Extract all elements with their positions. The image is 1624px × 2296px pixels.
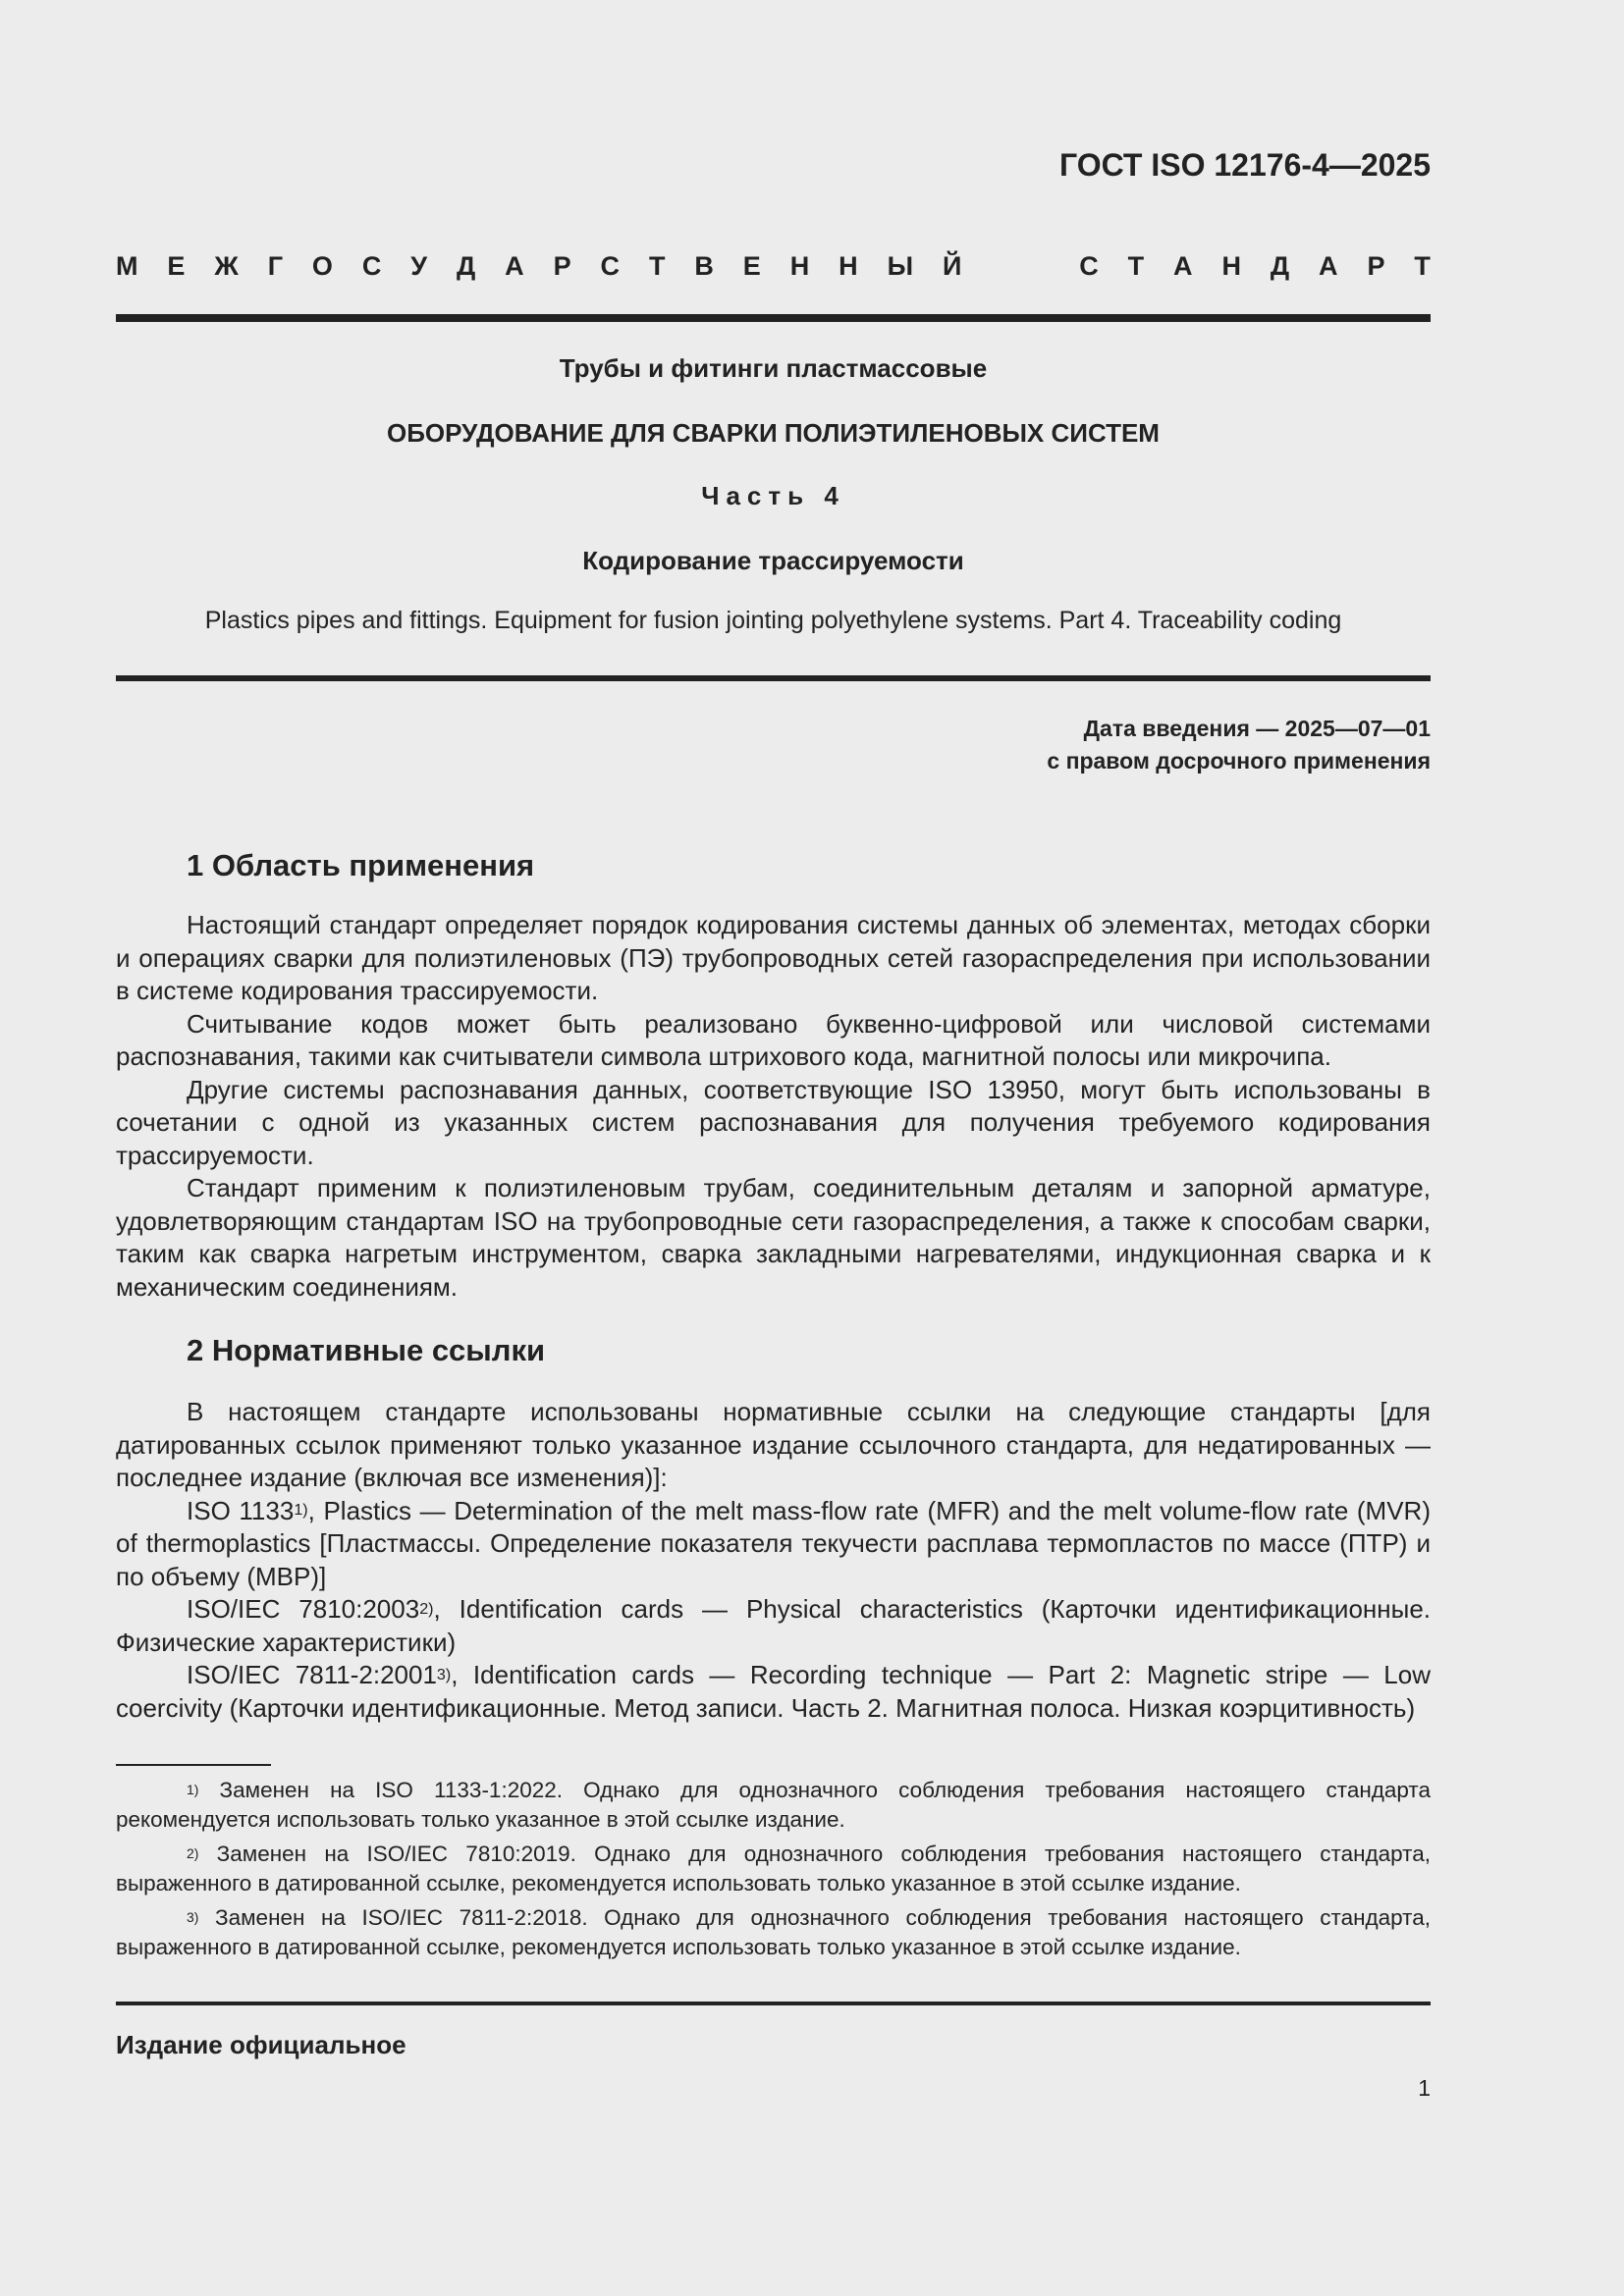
introduction-date — [1047, 713, 1431, 777]
edition-label: Издание официальное — [116, 2030, 406, 2059]
footnote — [116, 1903, 1431, 1961]
top-rule — [116, 314, 1431, 322]
heading-letter: Н — [1221, 251, 1241, 281]
heading-letter: Т — [648, 251, 666, 281]
footnote-text: Заменен на ISO/IEC 7810:2019. Однако для однозначного соблюдения требования настоящего стандарта, выраженного в датированной ссылке, рекомендуется использовать только указанное в этой ссылке издание. — [116, 1842, 1431, 1896]
heading-letter: Е — [742, 251, 761, 281]
heading-letter: Д — [457, 251, 476, 281]
footnote-text: Заменен на ISO 1133-1:2022. Однако для однозначного соблюдения требования настоящего стандарта рекомендуется использовать только указанное в этой ссылке издание. — [116, 1778, 1431, 1832]
heading-letter: С — [361, 251, 382, 281]
page-number: 1 — [1418, 2075, 1431, 2101]
early-application-text: с правом досрочного применения — [1047, 748, 1431, 774]
title-english: Plastics pipes and fittings. Equipment for fusion jointing polyethylene systems. Part 4. Traceability coding — [204, 607, 1342, 634]
paragraph: Настоящий стандарт определяет порядок кодирования системы данных об элементах, методах сборки и операциях сварки для полиэтиленовых (ПЭ) трубопроводных сетей газораспределения при использовании в системе кодирования трассируемости. — [116, 910, 1431, 1005]
footnote-marker[interactable]: 1) — [294, 1501, 308, 1520]
footnote-marker[interactable]: 2) — [419, 1599, 434, 1618]
reference-code: ISO 1133 — [187, 1495, 295, 1525]
normative-reference — [116, 1495, 1431, 1594]
heading-letter: Н — [839, 251, 858, 281]
heading-letter: С — [600, 251, 621, 281]
heading-letter: У — [410, 251, 428, 281]
heading-letter: С — [1079, 251, 1099, 281]
normative-reference — [116, 1659, 1431, 1725]
footnote-mark: 1) — [187, 1781, 199, 1797]
heading-letter: А — [505, 251, 524, 281]
heading-letter: М — [116, 251, 138, 281]
reference-code: ISO/IEC 7811-2:2001 — [187, 1660, 437, 1689]
section-1-body — [116, 909, 1431, 1304]
standard-type-heading — [116, 251, 1431, 282]
footnote — [116, 1840, 1431, 1897]
paragraph: Считывание кодов может быть реализовано буквенно-цифровой или числовой системами распознавания, такими как считыватели символа штрихового кода, магнитной полосы или микрочипа. — [116, 1008, 1431, 1071]
heading-letter: Й — [942, 251, 962, 281]
heading-letter: В — [694, 251, 714, 281]
footnote-separator — [116, 1764, 271, 1766]
section-2-body — [116, 1396, 1431, 1725]
heading-letter: О — [311, 251, 333, 281]
heading-letter: Ы — [887, 251, 914, 281]
reference-code: ISO/IEC 7810:2003 — [187, 1594, 420, 1624]
normative-reference — [116, 1593, 1431, 1659]
heading-letter: Т — [1414, 251, 1431, 281]
intro-date-text: Дата введения — 2025—07—01 — [1083, 716, 1431, 741]
section-2-heading: 2 Нормативные ссылки — [187, 1333, 546, 1367]
footnote-mark: 3) — [187, 1908, 199, 1925]
footnote-mark: 2) — [187, 1844, 199, 1861]
title-subtitle: Кодирование трассируемости — [582, 546, 964, 575]
paragraph: Стандарт применим к полиэтиленовым трубам, соединительным деталям и запорной арматуре, удовлетворяющим стандартам ISO на трубопроводные сети газораспределения, а также к способам сварки, таким как сварка нагретым инструментом, сварка закладными нагревателями, индукционная сварка и к механическим соединениям. — [116, 1173, 1431, 1302]
heading-letter: Н — [789, 251, 810, 281]
title-line1: Трубы и фитинги пластмассовые — [559, 353, 988, 383]
footnotes — [116, 1776, 1431, 1967]
section-1-heading: 1 Область применения — [187, 848, 535, 882]
heading-letter: Ж — [214, 251, 239, 281]
footer-rule — [116, 2002, 1431, 2005]
paragraph: В настоящем стандарте использованы нормативные ссылки на следующие стандарты [для датированных ссылок применяют только указанное издание ссылочного стандарта, для недатированных — последнее издание (включая все изменения)]: — [116, 1397, 1431, 1492]
footnote-marker[interactable]: 3) — [436, 1665, 452, 1683]
heading-letter: Е — [167, 251, 186, 281]
reference-text: , Identification cards — Recording technique — Part 2: Magnetic stripe — Low coercivity (Карточки идентификационные. Метод записи. Часть 2. Магнитная полоса. Низкая коэрцитивность) — [116, 1660, 1431, 1723]
title-bottom-rule — [116, 675, 1431, 681]
heading-letter: Т — [1127, 251, 1145, 281]
footnote — [116, 1776, 1431, 1834]
word-gap — [991, 251, 1050, 282]
heading-letter: Д — [1270, 251, 1290, 281]
paragraph: Другие системы распознавания данных, соответствующие ISO 13950, могут быть использованы в сочетании с одной из указанных систем распознавания для получения требуемого кодирования трассируемости. — [116, 1074, 1431, 1170]
title-line2: ОБОРУДОВАНИЕ ДЛЯ СВАРКИ ПОЛИЭТИЛЕНОВЫХ СИСТЕМ — [387, 418, 1160, 448]
title-part: Часть 4 — [701, 481, 845, 510]
footnote-text: Заменен на ISO/IEC 7811-2:2018. Однако для однозначного соблюдения требования настоящего стандарта, выраженного в датированной ссылке, рекомендуется использовать только указанное в этой ссылке издание. — [116, 1905, 1431, 1959]
reference-text: , Identification cards — Physical characteristics (Карточки идентификационные. Физические характеристики) — [116, 1594, 1432, 1657]
document-code: ГОСТ ISO 12176-4—2025 — [1059, 147, 1431, 183]
heading-letter: Р — [553, 251, 571, 281]
heading-letter: А — [1173, 251, 1193, 281]
heading-letter: Р — [1367, 251, 1385, 281]
heading-letter: А — [1319, 251, 1338, 281]
reference-text: , Plastics — Determination of the melt mass-flow rate (MFR) and the melt volume-flow rate (MVR) of thermoplastics [Пластмассы. Определение показателя текучести расплава термопластов по массе (ПТР) и по объему (МВР)] — [116, 1495, 1431, 1591]
heading-letter: Г — [267, 251, 283, 281]
